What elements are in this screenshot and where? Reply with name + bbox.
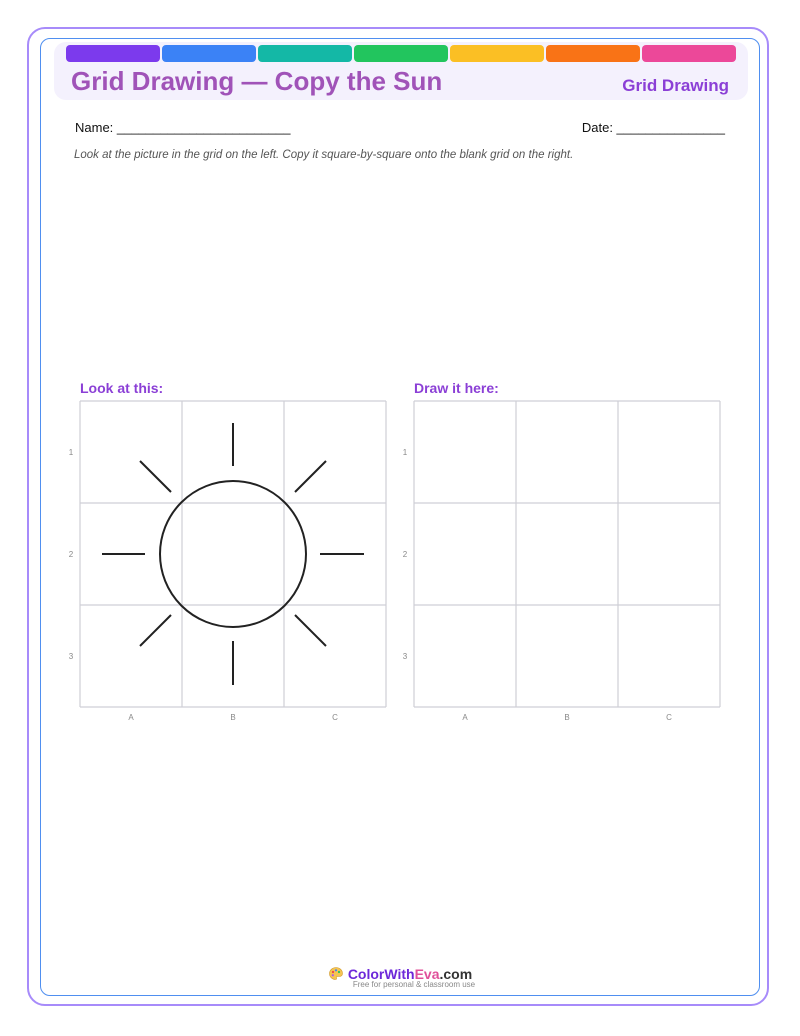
column-label: B <box>230 713 236 722</box>
rainbow-segment <box>642 45 736 62</box>
palette-icon <box>328 966 344 982</box>
rainbow-segment <box>546 45 640 62</box>
rainbow-stripe <box>66 45 736 62</box>
brand-eva: Eva <box>414 966 440 982</box>
sun-ray-bottom-left <box>140 615 171 646</box>
instructions-text: Look at the picture in the grid on the left. Copy it square-by-square onto the blank grid on the right. <box>74 149 574 161</box>
practice-grid-label: Draw it here: <box>414 380 499 396</box>
sun-drawing <box>102 423 364 685</box>
date-field: Date: _______________ <box>581 120 725 135</box>
row-label: 3 <box>68 652 74 661</box>
row-label: 1 <box>402 448 408 457</box>
brand-with: With <box>384 966 415 982</box>
sun-ray-top-right <box>295 461 326 492</box>
practice-grid <box>414 401 720 707</box>
column-label: B <box>564 713 570 722</box>
rainbow-segment <box>258 45 352 62</box>
row-label: 3 <box>402 652 408 661</box>
brand-color: Color <box>347 966 385 982</box>
grids-canvas <box>0 390 800 730</box>
worksheet-title: Grid Drawing — Copy the Sun <box>71 66 443 96</box>
brand-suffix: .com <box>439 966 473 982</box>
worksheet-category: Grid Drawing <box>622 76 729 95</box>
rainbow-segment <box>66 45 160 62</box>
row-label: 1 <box>68 448 74 457</box>
reference-grid-label: Look at this: <box>80 380 164 396</box>
footer-tagline: Free for personal & classroom use <box>352 980 476 989</box>
footer <box>0 966 800 989</box>
rainbow-segment <box>450 45 544 62</box>
column-label: A <box>128 713 134 722</box>
name-field: Name: ________________________ <box>75 120 291 135</box>
sun-ray-top-left <box>140 461 171 492</box>
row-label: 2 <box>402 550 408 559</box>
sun-ray-bottom-right <box>295 615 326 646</box>
column-label: C <box>666 713 672 722</box>
row-label: 2 <box>68 550 74 559</box>
rainbow-segment <box>354 45 448 62</box>
column-label: C <box>332 713 338 722</box>
rainbow-segment <box>162 45 256 62</box>
column-label: A <box>462 713 468 722</box>
